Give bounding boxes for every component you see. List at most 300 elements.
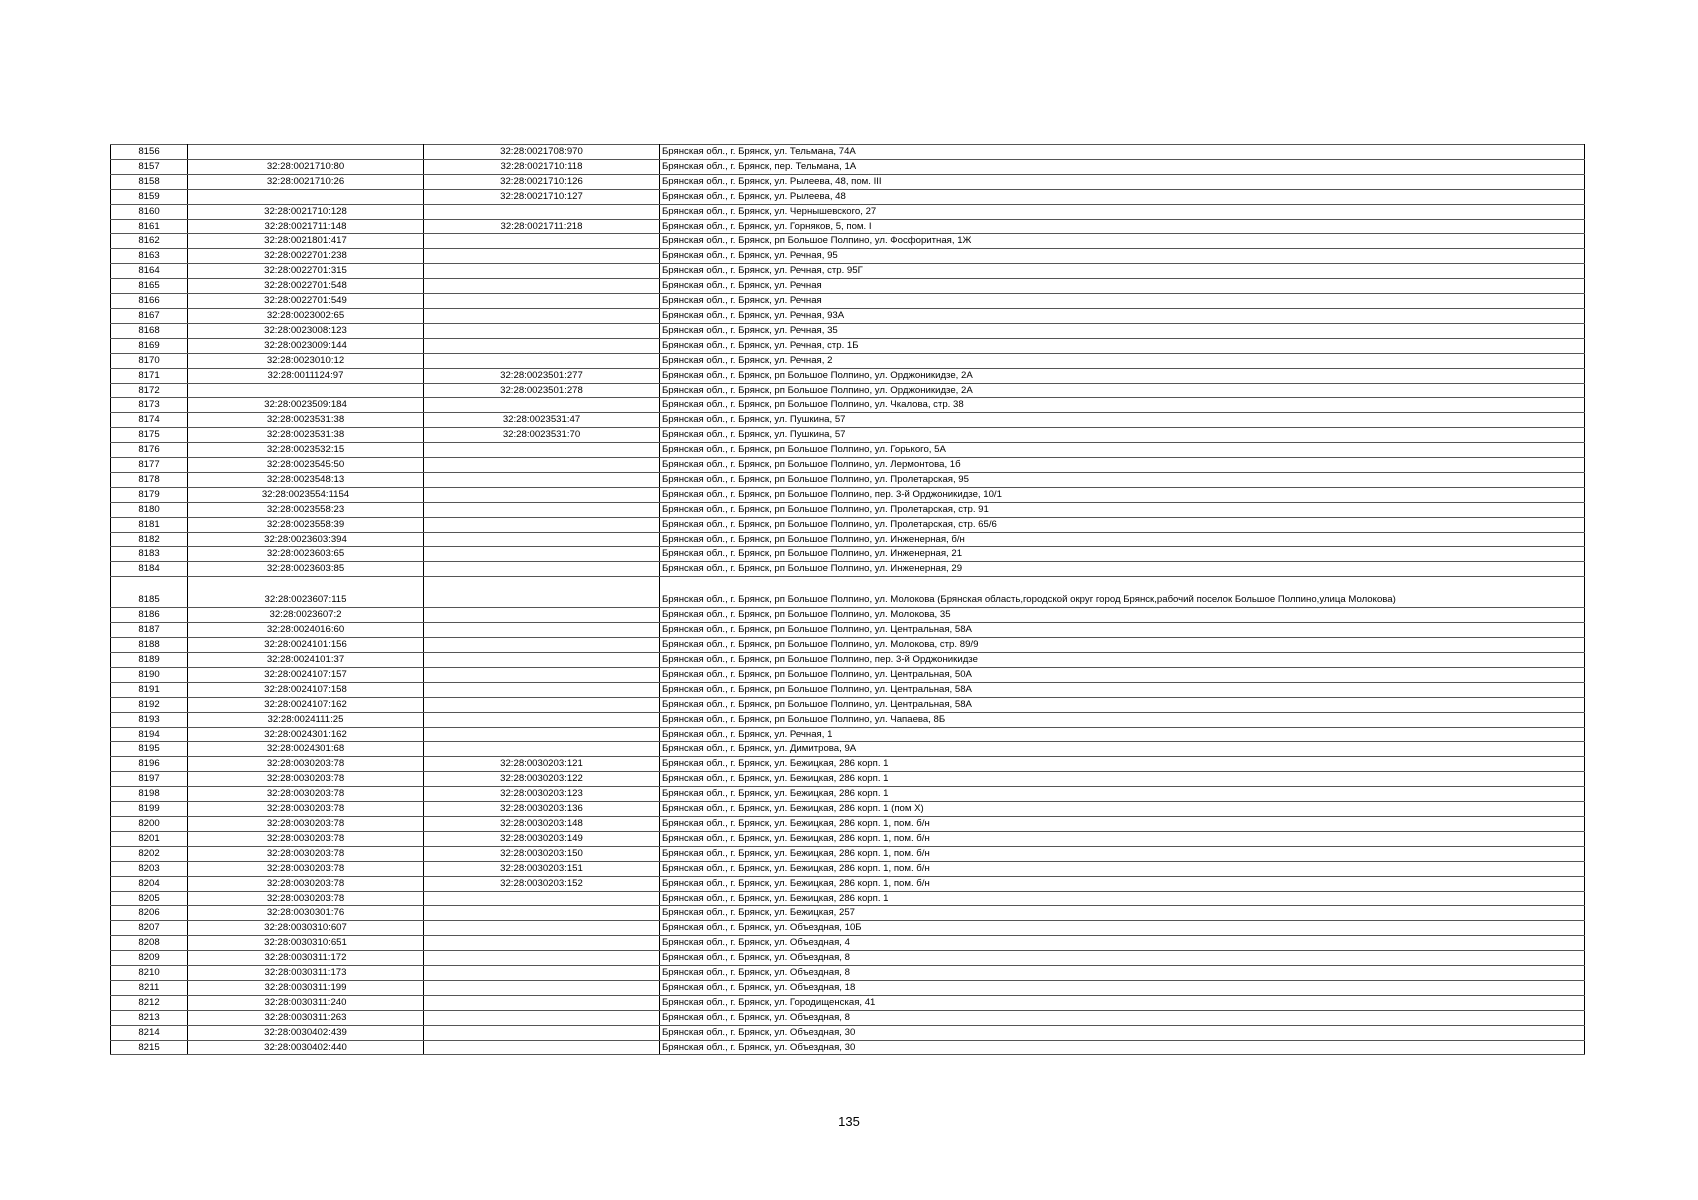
row-number-cell: 8176 xyxy=(111,443,188,458)
row-number-cell: 8185 xyxy=(111,577,188,608)
address-cell: Брянская обл., г. Брянск, рп Большое Полпино, ул. Пролетарская, стр. 65/6 xyxy=(660,517,1585,532)
registry-table xyxy=(110,144,1585,1055)
address-cell: Брянская обл., г. Брянск, ул. Объездная, 8 xyxy=(660,951,1585,966)
row-number-cell: 8174 xyxy=(111,413,188,428)
row-number-cell: 8208 xyxy=(111,936,188,951)
cadastral-number-cell: 32:28:0030203:78 xyxy=(188,802,424,817)
address-cell: Брянская обл., г. Брянск, ул. Городищенская, 41 xyxy=(660,995,1585,1010)
row-number-cell: 8179 xyxy=(111,487,188,502)
table-row xyxy=(111,757,1585,772)
premises-cadastral-number-cell: 32:28:0023501:278 xyxy=(424,383,660,398)
premises-cadastral-number-cell xyxy=(424,264,660,279)
cadastral-number-cell: 32:28:0023607:2 xyxy=(188,608,424,623)
table-row xyxy=(111,802,1585,817)
cadastral-number-cell: 32:28:0023531:38 xyxy=(188,428,424,443)
table-row xyxy=(111,742,1585,757)
cadastral-number-cell: 32:28:0024016:60 xyxy=(188,623,424,638)
address-cell: Брянская обл., г. Брянск, рп Большое Полпино, ул. Центральная, 58А xyxy=(660,682,1585,697)
premises-cadastral-number-cell xyxy=(424,697,660,712)
table-row xyxy=(111,1010,1585,1025)
premises-cadastral-number-cell: 32:28:0030203:123 xyxy=(424,787,660,802)
row-number-cell: 8215 xyxy=(111,1040,188,1055)
row-number-cell: 8194 xyxy=(111,727,188,742)
premises-cadastral-number-cell xyxy=(424,234,660,249)
row-number-cell: 8203 xyxy=(111,861,188,876)
address-cell: Брянская обл., г. Брянск, рп Большое Полпино, ул. Орджоникидзе, 2А xyxy=(660,368,1585,383)
address-cell: Брянская обл., г. Брянск, рп Большое Полпино, ул. Центральная, 58А xyxy=(660,697,1585,712)
table-row xyxy=(111,547,1585,562)
row-number-cell: 8165 xyxy=(111,279,188,294)
address-cell: Брянская обл., г. Брянск, рп Большое Полпино, ул. Инженерная, 21 xyxy=(660,547,1585,562)
cadastral-number-cell: 32:28:0023603:65 xyxy=(188,547,424,562)
table-row xyxy=(111,487,1585,502)
table-row xyxy=(111,966,1585,981)
row-number-cell: 8195 xyxy=(111,742,188,757)
row-number-cell: 8200 xyxy=(111,816,188,831)
row-number-cell: 8168 xyxy=(111,323,188,338)
table-row xyxy=(111,264,1585,279)
cadastral-number-cell: 32:28:0023008:123 xyxy=(188,323,424,338)
row-number-cell: 8175 xyxy=(111,428,188,443)
table-row xyxy=(111,727,1585,742)
table-row xyxy=(111,279,1585,294)
address-cell: Брянская обл., г. Брянск, ул. Чернышевского, 27 xyxy=(660,204,1585,219)
cadastral-number-cell: 32:28:0030310:651 xyxy=(188,936,424,951)
cadastral-number-cell: 32:28:0030311:263 xyxy=(188,1010,424,1025)
premises-cadastral-number-cell xyxy=(424,638,660,653)
address-cell: Брянская обл., г. Брянск, ул. Объездная, 4 xyxy=(660,936,1585,951)
table-row xyxy=(111,398,1585,413)
cadastral-number-cell: 32:28:0023009:144 xyxy=(188,338,424,353)
premises-cadastral-number-cell xyxy=(424,547,660,562)
cadastral-number-cell: 32:28:0030311:240 xyxy=(188,995,424,1010)
row-number-cell: 8202 xyxy=(111,846,188,861)
table-row xyxy=(111,608,1585,623)
table-row xyxy=(111,1040,1585,1055)
address-cell: Брянская обл., г. Брянск, рп Большое Полпино, ул. Центральная, 50А xyxy=(660,667,1585,682)
cadastral-number-cell: 32:28:0030203:78 xyxy=(188,772,424,787)
cadastral-number-cell: 32:28:0030311:199 xyxy=(188,980,424,995)
table-row xyxy=(111,891,1585,906)
cadastral-number-cell: 32:28:0021710:26 xyxy=(188,174,424,189)
cadastral-number-cell: 32:28:0030402:439 xyxy=(188,1025,424,1040)
cadastral-number-cell: 32:28:0022701:238 xyxy=(188,249,424,264)
row-number-cell: 8205 xyxy=(111,891,188,906)
address-cell: Брянская обл., г. Брянск, ул. Объездная, 8 xyxy=(660,1010,1585,1025)
cadastral-number-cell: 32:28:0021710:80 xyxy=(188,159,424,174)
row-number-cell: 8189 xyxy=(111,653,188,668)
row-number-cell: 8188 xyxy=(111,638,188,653)
table-row xyxy=(111,353,1585,368)
address-cell: Брянская обл., г. Брянск, ул. Речная xyxy=(660,279,1585,294)
table-row xyxy=(111,458,1585,473)
table-row xyxy=(111,428,1585,443)
cadastral-number-cell: 32:28:0023603:394 xyxy=(188,532,424,547)
table-row xyxy=(111,234,1585,249)
address-cell: Брянская обл., г. Брянск, ул. Объездная, 30 xyxy=(660,1025,1585,1040)
cadastral-number-cell: 32:28:0030203:78 xyxy=(188,831,424,846)
premises-cadastral-number-cell: 32:28:0030203:121 xyxy=(424,757,660,772)
premises-cadastral-number-cell xyxy=(424,921,660,936)
row-number-cell: 8161 xyxy=(111,219,188,234)
cadastral-number-cell: 32:28:0023531:38 xyxy=(188,413,424,428)
address-cell: Брянская обл., г. Брянск, ул. Речная xyxy=(660,294,1585,309)
table-row xyxy=(111,323,1585,338)
premises-cadastral-number-cell: 32:28:0030203:122 xyxy=(424,772,660,787)
address-cell: Брянская обл., г. Брянск, ул. Тельмана, 74А xyxy=(660,145,1585,160)
table-row xyxy=(111,772,1585,787)
address-cell: Брянская обл., г. Брянск, ул. Речная, 1 xyxy=(660,727,1585,742)
cadastral-number-cell: 32:28:0023607:115 xyxy=(188,577,424,608)
cadastral-number-cell: 32:28:0021711:148 xyxy=(188,219,424,234)
address-cell: Брянская обл., г. Брянск, ул. Бежицкая, 286 корп. 1, пом. б/н xyxy=(660,861,1585,876)
table-row xyxy=(111,787,1585,802)
address-cell: Брянская обл., г. Брянск, рп Большое Полпино, пер. 3-й Орджоникидзе, 10/1 xyxy=(660,487,1585,502)
row-number-cell: 8213 xyxy=(111,1010,188,1025)
row-number-cell: 8210 xyxy=(111,966,188,981)
address-cell: Брянская обл., г. Брянск, рп Большое Полпино, ул. Центральная, 58А xyxy=(660,623,1585,638)
row-number-cell: 8204 xyxy=(111,876,188,891)
row-number-cell: 8158 xyxy=(111,174,188,189)
address-cell: Брянская обл., г. Брянск, рп Большое Полпино, ул. Инженерная, 29 xyxy=(660,562,1585,577)
page-number: 135 xyxy=(838,1114,860,1129)
cadastral-number-cell: 32:28:0030310:607 xyxy=(188,921,424,936)
premises-cadastral-number-cell xyxy=(424,936,660,951)
table-row xyxy=(111,189,1585,204)
address-cell: Брянская обл., г. Брянск, рп Большое Полпино, ул. Чкалова, стр. 38 xyxy=(660,398,1585,413)
cadastral-number-cell xyxy=(188,189,424,204)
row-number-cell: 8182 xyxy=(111,532,188,547)
address-cell: Брянская обл., г. Брянск, рп Большое Полпино, ул. Пролетарская, 95 xyxy=(660,472,1585,487)
cadastral-number-cell: 32:28:0030311:173 xyxy=(188,966,424,981)
premises-cadastral-number-cell xyxy=(424,249,660,264)
row-number-cell: 8163 xyxy=(111,249,188,264)
row-number-cell: 8156 xyxy=(111,145,188,160)
cadastral-number-cell: 32:28:0030203:78 xyxy=(188,861,424,876)
premises-cadastral-number-cell xyxy=(424,472,660,487)
table-row xyxy=(111,383,1585,398)
premises-cadastral-number-cell xyxy=(424,398,660,413)
table-row xyxy=(111,951,1585,966)
cadastral-number-cell: 32:28:0023509:184 xyxy=(188,398,424,413)
row-number-cell: 8162 xyxy=(111,234,188,249)
address-cell: Брянская обл., г. Брянск, ул. Рылеева, 48 xyxy=(660,189,1585,204)
row-number-cell: 8198 xyxy=(111,787,188,802)
row-number-cell: 8177 xyxy=(111,458,188,473)
cadastral-number-cell: 32:28:0011124:97 xyxy=(188,368,424,383)
table-row xyxy=(111,204,1585,219)
row-number-cell: 8196 xyxy=(111,757,188,772)
cadastral-number-cell: 32:28:0022701:549 xyxy=(188,294,424,309)
cadastral-number-cell: 32:28:0023532:15 xyxy=(188,443,424,458)
row-number-cell: 8167 xyxy=(111,308,188,323)
address-cell: Брянская обл., г. Брянск, ул. Пушкина, 57 xyxy=(660,428,1585,443)
table-row xyxy=(111,623,1585,638)
cadastral-number-cell: 32:28:0023558:23 xyxy=(188,502,424,517)
row-number-cell: 8193 xyxy=(111,712,188,727)
row-number-cell: 8170 xyxy=(111,353,188,368)
table-row xyxy=(111,936,1585,951)
address-cell: Брянская обл., г. Брянск, рп Большое Полпино, ул. Пролетарская, стр. 91 xyxy=(660,502,1585,517)
address-cell: Брянская обл., г. Брянск, ул. Димитрова, 9А xyxy=(660,742,1585,757)
cadastral-number-cell: 32:28:0022701:315 xyxy=(188,264,424,279)
row-number-cell: 8181 xyxy=(111,517,188,532)
registry-table-body xyxy=(111,145,1585,1055)
row-number-cell: 8180 xyxy=(111,502,188,517)
cadastral-number-cell: 32:28:0024107:158 xyxy=(188,682,424,697)
premises-cadastral-number-cell xyxy=(424,279,660,294)
cadastral-number-cell: 32:28:0023558:39 xyxy=(188,517,424,532)
row-number-cell: 8192 xyxy=(111,697,188,712)
table-row xyxy=(111,532,1585,547)
table-row xyxy=(111,472,1585,487)
row-number-cell: 8207 xyxy=(111,921,188,936)
cadastral-number-cell: 32:28:0023554:1154 xyxy=(188,487,424,502)
premises-cadastral-number-cell xyxy=(424,951,660,966)
row-number-cell: 8214 xyxy=(111,1025,188,1040)
cadastral-number-cell: 32:28:0021710:128 xyxy=(188,204,424,219)
table-row xyxy=(111,712,1585,727)
address-cell: Брянская обл., г. Брянск, ул. Речная, 2 xyxy=(660,353,1585,368)
premises-cadastral-number-cell xyxy=(424,742,660,757)
table-row xyxy=(111,443,1585,458)
premises-cadastral-number-cell: 32:28:0030203:148 xyxy=(424,816,660,831)
row-number-cell: 8184 xyxy=(111,562,188,577)
cadastral-number-cell: 32:28:0030203:78 xyxy=(188,891,424,906)
row-number-cell: 8201 xyxy=(111,831,188,846)
table-row xyxy=(111,653,1585,668)
cadastral-number-cell xyxy=(188,383,424,398)
table-row xyxy=(111,562,1585,577)
address-cell: Брянская обл., г. Брянск, ул. Бежицкая, 286 корп. 1 xyxy=(660,787,1585,802)
premises-cadastral-number-cell: 32:28:0030203:150 xyxy=(424,846,660,861)
table-row xyxy=(111,338,1585,353)
premises-cadastral-number-cell xyxy=(424,712,660,727)
premises-cadastral-number-cell xyxy=(424,308,660,323)
row-number-cell: 8211 xyxy=(111,980,188,995)
premises-cadastral-number-cell xyxy=(424,443,660,458)
cadastral-number-cell: 32:28:0030301:76 xyxy=(188,906,424,921)
table-row xyxy=(111,294,1585,309)
row-number-cell: 8159 xyxy=(111,189,188,204)
premises-cadastral-number-cell: 32:28:0023531:70 xyxy=(424,428,660,443)
premises-cadastral-number-cell xyxy=(424,353,660,368)
address-cell: Брянская обл., г. Брянск, ул. Бежицкая, 257 xyxy=(660,906,1585,921)
row-number-cell: 8183 xyxy=(111,547,188,562)
address-cell: Брянская обл., г. Брянск, ул. Бежицкая, 286 корп. 1 (пом X) xyxy=(660,802,1585,817)
address-cell: Брянская обл., г. Брянск, ул. Объездная, 18 xyxy=(660,980,1585,995)
premises-cadastral-number-cell: 32:28:0021710:126 xyxy=(424,174,660,189)
table-row xyxy=(111,219,1585,234)
address-cell: Брянская обл., г. Брянск, ул. Речная, 95 xyxy=(660,249,1585,264)
address-cell: Брянская обл., г. Брянск, ул. Бежицкая, 286 корп. 1, пом. б/н xyxy=(660,816,1585,831)
address-cell: Брянская обл., г. Брянск, ул. Речная, 93А xyxy=(660,308,1585,323)
table-row xyxy=(111,368,1585,383)
address-cell: Брянская обл., г. Брянск, ул. Бежицкая, 286 корп. 1, пом. б/н xyxy=(660,876,1585,891)
premises-cadastral-number-cell xyxy=(424,532,660,547)
table-row xyxy=(111,980,1585,995)
address-cell: Брянская обл., г. Брянск, пер. Тельмана, 1А xyxy=(660,159,1585,174)
cadastral-number-cell: 32:28:0022701:548 xyxy=(188,279,424,294)
table-row xyxy=(111,995,1585,1010)
premises-cadastral-number-cell xyxy=(424,980,660,995)
address-cell: Брянская обл., г. Брянск, ул. Горняков, 5, пом. I xyxy=(660,219,1585,234)
table-row xyxy=(111,174,1585,189)
address-cell: Брянская обл., г. Брянск, ул. Речная, 35 xyxy=(660,323,1585,338)
cadastral-number-cell: 32:28:0024101:37 xyxy=(188,653,424,668)
address-cell: Брянская обл., г. Брянск, ул. Бежицкая, 286 корп. 1 xyxy=(660,757,1585,772)
premises-cadastral-number-cell: 32:28:0021710:127 xyxy=(424,189,660,204)
premises-cadastral-number-cell xyxy=(424,204,660,219)
cadastral-number-cell: 32:28:0023545:50 xyxy=(188,458,424,473)
row-number-cell: 8206 xyxy=(111,906,188,921)
row-number-cell: 8199 xyxy=(111,802,188,817)
row-number-cell: 8212 xyxy=(111,995,188,1010)
table-row xyxy=(111,249,1585,264)
cadastral-number-cell: 32:28:0024301:162 xyxy=(188,727,424,742)
cadastral-number-cell: 32:28:0024107:162 xyxy=(188,697,424,712)
premises-cadastral-number-cell xyxy=(424,667,660,682)
row-number-cell: 8191 xyxy=(111,682,188,697)
table-row xyxy=(111,831,1585,846)
table-row xyxy=(111,577,1585,608)
table-row xyxy=(111,846,1585,861)
cadastral-number-cell: 32:28:0024101:156 xyxy=(188,638,424,653)
premises-cadastral-number-cell xyxy=(424,458,660,473)
premises-cadastral-number-cell: 32:28:0023531:47 xyxy=(424,413,660,428)
address-cell: Брянская обл., г. Брянск, рп Большое Полпино, ул. Инженерная, б/н xyxy=(660,532,1585,547)
address-cell: Брянская обл., г. Брянск, рп Большое Полпино, пер. 3-й Орджоникидзе xyxy=(660,653,1585,668)
address-cell: Брянская обл., г. Брянск, рп Большое Полпино, ул. Фосфоритная, 1Ж xyxy=(660,234,1585,249)
premises-cadastral-number-cell: 32:28:0021710:118 xyxy=(424,159,660,174)
table-row xyxy=(111,159,1585,174)
cadastral-number-cell: 32:28:0024301:68 xyxy=(188,742,424,757)
premises-cadastral-number-cell xyxy=(424,338,660,353)
address-cell: Брянская обл., г. Брянск, ул. Речная, стр. 95Г xyxy=(660,264,1585,279)
row-number-cell: 8197 xyxy=(111,772,188,787)
address-cell: Брянская обл., г. Брянск, рп Большое Полпино, ул. Лермонтова, 1б xyxy=(660,458,1585,473)
premises-cadastral-number-cell xyxy=(424,577,660,608)
row-number-cell: 8157 xyxy=(111,159,188,174)
cadastral-number-cell: 32:28:0030311:172 xyxy=(188,951,424,966)
premises-cadastral-number-cell xyxy=(424,891,660,906)
premises-cadastral-number-cell xyxy=(424,294,660,309)
cadastral-number-cell: 32:28:0024111:25 xyxy=(188,712,424,727)
row-number-cell: 8186 xyxy=(111,608,188,623)
row-number-cell: 8172 xyxy=(111,383,188,398)
premises-cadastral-number-cell: 32:28:0023501:277 xyxy=(424,368,660,383)
premises-cadastral-number-cell xyxy=(424,562,660,577)
address-cell: Брянская обл., г. Брянск, ул. Объездная, 10Б xyxy=(660,921,1585,936)
table-row xyxy=(111,1025,1585,1040)
premises-cadastral-number-cell: 32:28:0021708:970 xyxy=(424,145,660,160)
premises-cadastral-number-cell xyxy=(424,517,660,532)
premises-cadastral-number-cell: 32:28:0021711:218 xyxy=(424,219,660,234)
table-row xyxy=(111,906,1585,921)
table-row xyxy=(111,876,1585,891)
row-number-cell: 8187 xyxy=(111,623,188,638)
premises-cadastral-number-cell xyxy=(424,966,660,981)
cadastral-number-cell: 32:28:0024107:157 xyxy=(188,667,424,682)
row-number-cell: 8166 xyxy=(111,294,188,309)
cadastral-number-cell xyxy=(188,145,424,160)
table-row xyxy=(111,413,1585,428)
cadastral-number-cell: 32:28:0030203:78 xyxy=(188,757,424,772)
row-number-cell: 8171 xyxy=(111,368,188,383)
address-cell: Брянская обл., г. Брянск, рп Большое Полпино, ул. Чапаева, 8Б xyxy=(660,712,1585,727)
address-cell: Брянская обл., г. Брянск, рп Большое Полпино, ул. Молокова, стр. 89/9 xyxy=(660,638,1585,653)
premises-cadastral-number-cell xyxy=(424,682,660,697)
premises-cadastral-number-cell xyxy=(424,995,660,1010)
row-number-cell: 8164 xyxy=(111,264,188,279)
address-cell: Брянская обл., г. Брянск, ул. Объездная, 30 xyxy=(660,1040,1585,1055)
premises-cadastral-number-cell: 32:28:0030203:151 xyxy=(424,861,660,876)
row-number-cell: 8169 xyxy=(111,338,188,353)
cadastral-number-cell: 32:28:0021801:417 xyxy=(188,234,424,249)
premises-cadastral-number-cell: 32:28:0030203:136 xyxy=(424,802,660,817)
table-row xyxy=(111,502,1585,517)
address-cell: Брянская обл., г. Брянск, ул. Бежицкая, 286 корп. 1 xyxy=(660,772,1585,787)
premises-cadastral-number-cell: 32:28:0030203:149 xyxy=(424,831,660,846)
premises-cadastral-number-cell xyxy=(424,1040,660,1055)
address-cell: Брянская обл., г. Брянск, ул. Объездная, 8 xyxy=(660,966,1585,981)
cadastral-number-cell: 32:28:0030203:78 xyxy=(188,846,424,861)
table-row xyxy=(111,697,1585,712)
premises-cadastral-number-cell xyxy=(424,502,660,517)
table-row xyxy=(111,682,1585,697)
premises-cadastral-number-cell xyxy=(424,653,660,668)
cadastral-number-cell: 32:28:0030203:78 xyxy=(188,816,424,831)
address-cell: Брянская обл., г. Брянск, ул. Бежицкая, 286 корп. 1 xyxy=(660,891,1585,906)
address-cell: Брянская обл., г. Брянск, ул. Рылеева, 48, пом. III xyxy=(660,174,1585,189)
row-number-cell: 8190 xyxy=(111,667,188,682)
table-row xyxy=(111,816,1585,831)
table-row xyxy=(111,145,1585,160)
premises-cadastral-number-cell xyxy=(424,1010,660,1025)
cadastral-number-cell: 32:28:0030203:78 xyxy=(188,876,424,891)
premises-cadastral-number-cell xyxy=(424,608,660,623)
premises-cadastral-number-cell xyxy=(424,623,660,638)
cadastral-number-cell: 32:28:0030402:440 xyxy=(188,1040,424,1055)
table-row xyxy=(111,308,1585,323)
premises-cadastral-number-cell xyxy=(424,906,660,921)
cadastral-number-cell: 32:28:0023010:12 xyxy=(188,353,424,368)
row-number-cell: 8178 xyxy=(111,472,188,487)
address-cell: Брянская обл., г. Брянск, ул. Бежицкая, 286 корп. 1, пом. б/н xyxy=(660,846,1585,861)
cadastral-number-cell: 32:28:0023603:85 xyxy=(188,562,424,577)
address-cell: Брянская обл., г. Брянск, ул. Речная, стр. 1Б xyxy=(660,338,1585,353)
cadastral-number-cell: 32:28:0023002:65 xyxy=(188,308,424,323)
cadastral-number-cell: 32:28:0030203:78 xyxy=(188,787,424,802)
premises-cadastral-number-cell xyxy=(424,727,660,742)
row-number-cell: 8209 xyxy=(111,951,188,966)
premises-cadastral-number-cell: 32:28:0030203:152 xyxy=(424,876,660,891)
table-row xyxy=(111,861,1585,876)
address-cell: Брянская обл., г. Брянск, рп Большое Полпино, ул. Молокова, 35 xyxy=(660,608,1585,623)
premises-cadastral-number-cell xyxy=(424,487,660,502)
address-cell: Брянская обл., г. Брянск, рп Большое Полпино, ул. Горького, 5А xyxy=(660,443,1585,458)
row-number-cell: 8173 xyxy=(111,398,188,413)
address-cell: Брянская обл., г. Брянск, рп Большое Полпино, ул. Молокова (Брянская область,городской округ город Брянск,рабочий поселок Большое Полпино,улица Молокова) xyxy=(660,577,1585,608)
table-row xyxy=(111,517,1585,532)
table-row xyxy=(111,921,1585,936)
premises-cadastral-number-cell xyxy=(424,323,660,338)
table-row xyxy=(111,638,1585,653)
table-row xyxy=(111,667,1585,682)
address-cell: Брянская обл., г. Брянск, рп Большое Полпино, ул. Орджоникидзе, 2А xyxy=(660,383,1585,398)
row-number-cell: 8160 xyxy=(111,204,188,219)
cadastral-number-cell: 32:28:0023548:13 xyxy=(188,472,424,487)
